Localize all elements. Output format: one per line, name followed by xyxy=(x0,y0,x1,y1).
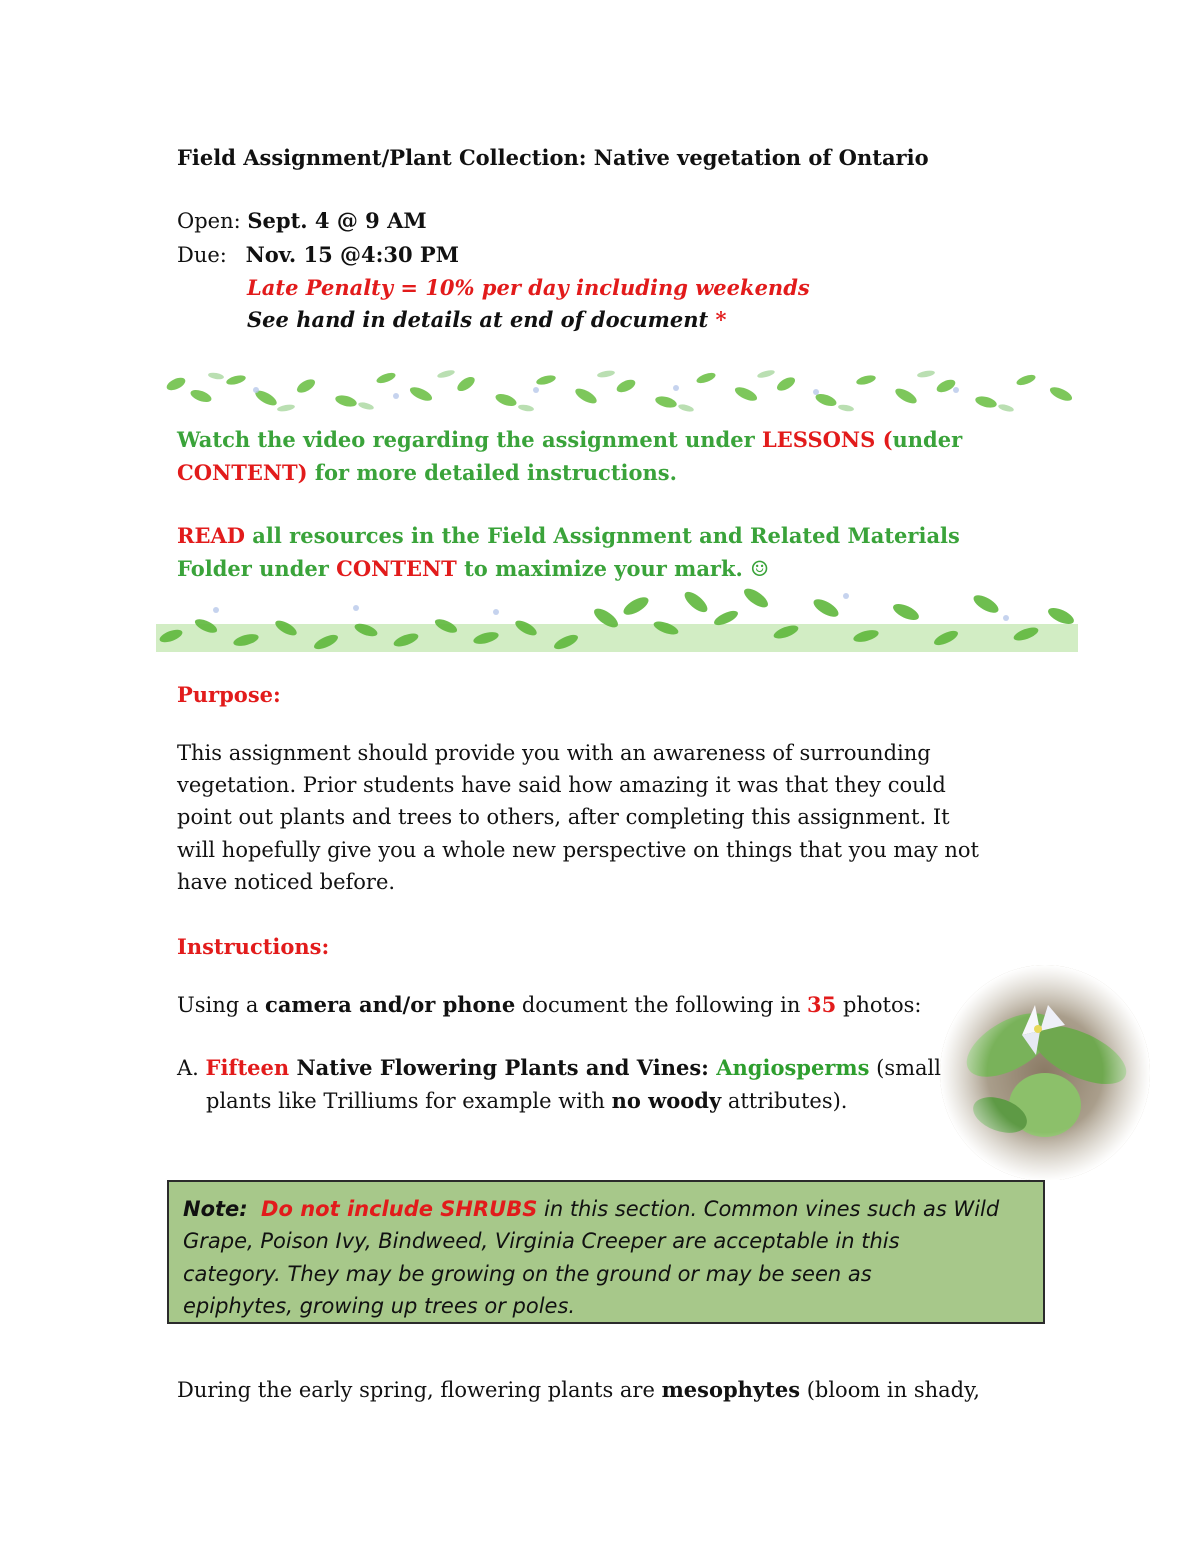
leaf-banner-top-graphic xyxy=(156,366,1078,414)
read-notice-line-1 xyxy=(177,520,960,552)
leaf-banner-top xyxy=(156,366,1078,414)
bloom-text: (bloom in shady, xyxy=(800,1378,980,1402)
purpose-line: vegetation. Prior students have said how amazing it was that they could xyxy=(177,773,946,797)
photo-count: 35 xyxy=(807,992,837,1017)
video-notice-line-2 xyxy=(177,457,677,489)
native-flowering-text: Native Flowering Plants and Vines: xyxy=(289,1055,717,1080)
open-label: Open: xyxy=(177,209,241,233)
purpose-line: point out plants and trees to others, after completing this assignment. It xyxy=(177,805,950,829)
late-penalty: Late Penalty = 10% per day including weekends xyxy=(247,275,810,300)
paren-open: ( xyxy=(875,427,893,452)
hand-in-note xyxy=(247,304,727,336)
note-line-1 xyxy=(183,1193,999,1225)
read-notice-line-2 xyxy=(177,553,769,585)
fifteen-count: Fifteen xyxy=(205,1055,290,1080)
hand-in-star: * xyxy=(715,307,727,332)
under-word: under xyxy=(892,427,963,452)
video-notice-text-2: for more detailed instructions. xyxy=(307,460,677,485)
angiosperms-text: Angiosperms xyxy=(716,1055,870,1080)
document-text: document the following in xyxy=(515,993,808,1017)
item-a-label: A. xyxy=(177,1056,206,1080)
page-title: Field Assignment/Plant Collection: Native vegetation of Ontario xyxy=(177,145,929,170)
folder-under-text: Folder under xyxy=(177,556,337,581)
note-line-1-text: in this section. Common vines such as Wild xyxy=(537,1197,1000,1221)
attributes-text: attributes). xyxy=(721,1089,848,1113)
due-value: Nov. 15 @4:30 PM xyxy=(245,242,459,267)
trillium-photo xyxy=(940,965,1150,1180)
leaf-banner-bottom xyxy=(156,588,1078,652)
open-value: Sept. 4 @ 9 AM xyxy=(247,208,427,233)
due-date-line xyxy=(177,239,459,271)
using-text: Using a xyxy=(177,993,266,1017)
purpose-line: This assignment should provide you with an awareness of surrounding xyxy=(177,741,931,765)
no-woody-text: no woody xyxy=(611,1088,722,1113)
camera-phone-text: camera and/or phone xyxy=(265,992,516,1017)
trilliums-text: plants like Trilliums for example with xyxy=(206,1089,612,1113)
no-shrubs-warning: Do not include SHRUBS xyxy=(261,1197,538,1221)
note-line-4: epiphytes, growing up trees or poles. xyxy=(183,1294,576,1318)
content-keyword-2: CONTENT xyxy=(336,556,457,581)
purpose-line: have noticed before. xyxy=(177,870,396,894)
instructions-using-line xyxy=(177,989,922,1021)
item-a-line-2 xyxy=(206,1085,847,1117)
note-label: Note: xyxy=(183,1197,248,1221)
video-notice-text: Watch the video regarding the assignment under xyxy=(177,427,762,452)
due-label: Due: xyxy=(177,243,227,267)
early-spring-text: During the early spring, flowering plants are xyxy=(177,1378,662,1402)
hand-in-text: See hand in details at end of document xyxy=(247,307,709,332)
video-notice-line-1 xyxy=(177,424,962,456)
read-notice-text: all resources in the Field Assignment and Related Materials xyxy=(244,523,960,548)
maximize-text: to maximize your mark. ☺ xyxy=(456,556,769,581)
leaf-banner-bottom-graphic xyxy=(156,588,1078,652)
instructions-heading: Instructions: xyxy=(177,934,330,959)
open-date-line xyxy=(177,205,427,237)
content-keyword: CONTENT) xyxy=(177,460,308,485)
note-line-2: Grape, Poison Ivy, Bindweed, Virginia Creeper are acceptable in this xyxy=(183,1229,900,1253)
note-box xyxy=(167,1180,1045,1324)
small-text: (small xyxy=(869,1056,941,1080)
lessons-keyword: LESSONS xyxy=(761,427,876,452)
mesophytes-text: mesophytes xyxy=(661,1377,801,1402)
item-a-line-1 xyxy=(177,1052,941,1084)
purpose-heading: Purpose: xyxy=(177,682,281,707)
footer-line xyxy=(177,1374,980,1406)
note-line-3: category. They may be growing on the ground or may be seen as xyxy=(183,1262,872,1286)
purpose-line: will hopefully give you a whole new perspective on things that you may not xyxy=(177,838,979,862)
read-keyword: READ xyxy=(177,523,245,548)
photos-text: photos: xyxy=(836,993,922,1017)
